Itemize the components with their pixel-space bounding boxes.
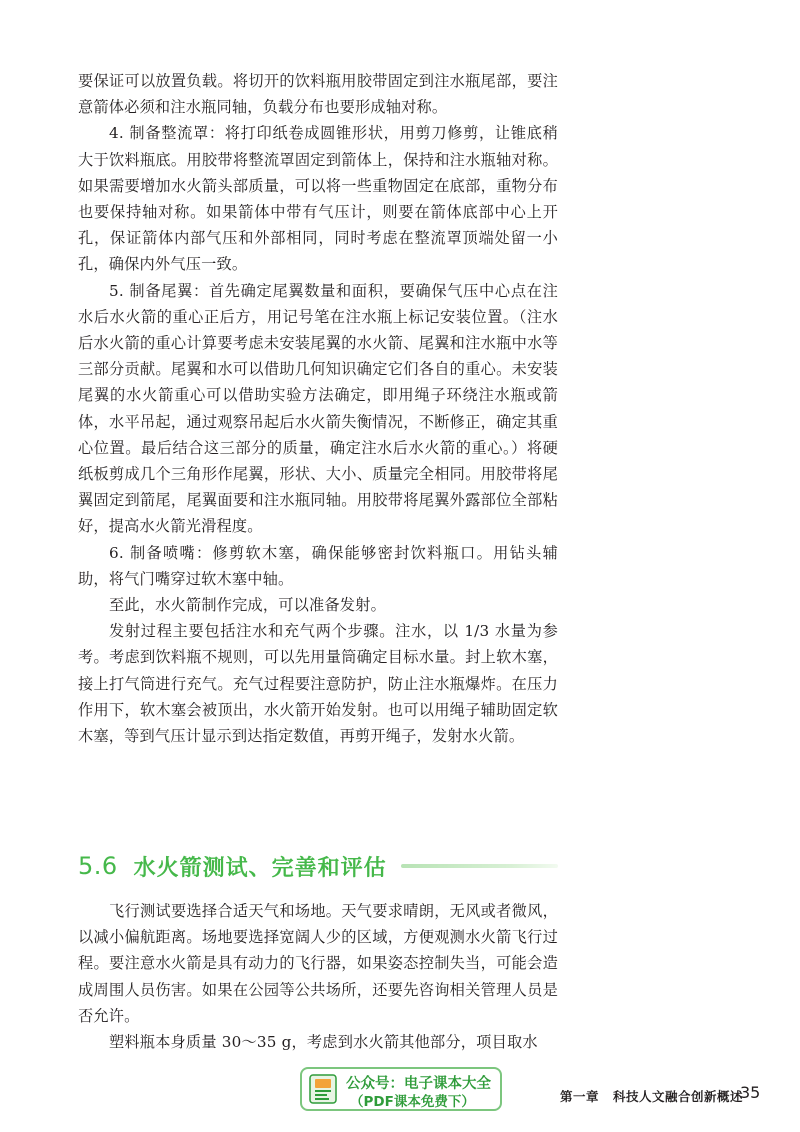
body-text-bottom: [78, 898, 558, 1055]
watermark-line-1: 公众号：电子课本大全: [346, 1076, 491, 1092]
paragraph-bottle-mass: 塑料瓶本身质量 30～35 g，考虑到水火箭其他部分，项目取水: [109, 1033, 538, 1052]
footer-chapter: [560, 1087, 743, 1105]
paragraph-flight-test: 飞行测试要选择合适天气和场地。天气要求晴朗，无风或者微风，以减小偏航距离。场地要选择宽阔人少的区域，方便观测水火箭飞行过程。要注意水火箭是具有动力的飞行器，如果姿态控制失当，可能会造成周围人员伤害。如果在公园等公共场所，还要先咨询相关管理人员是否允许。: [78, 902, 558, 1025]
paragraph-launch: 发射过程主要包括注水和充气两个步骤。注水，以 1/3 水量为参考。考虑到饮料瓶不规则，可以先用量筒确定目标水量。封上软木塞，接上打气筒进行充气。充气过程要注意防护，防止注水瓶爆炸。在压力作用下，软木塞会被顶出，水火箭开始发射。也可以用绳子辅助固定软木塞，等到气压计显示到达指定数值，再剪开绳子，发射水火箭。: [78, 622, 558, 746]
watermark-line-2: （PDF课本免费下）: [350, 1094, 475, 1110]
section-divider: [401, 864, 558, 868]
section-title: 水火箭测试、完善和评估: [133, 855, 387, 881]
paragraph-step-6: 6. 制备喷嘴：修剪软木塞，确保能够密封饮料瓶口。用钻头辅助，将气门嘴穿过软木塞中轴。: [78, 543, 558, 588]
section-heading: [78, 846, 558, 886]
section-number: 5.6: [78, 852, 118, 880]
footer-chapter-title: 科技人文融合创新概述: [613, 1089, 744, 1104]
book-logo-icon: [308, 1073, 338, 1105]
footer-chapter-number: 第一章: [560, 1089, 600, 1104]
paragraph-step-5: 5. 制备尾翼：首先确定尾翼数量和面积，要确保气压中心点在注水后水火箭的重心正后方，用记号笔在注水瓶上标记安装位置。（注水后水火箭的重心计算要考虑未安装尾翼的水火箭、尾翼和注水瓶中水等三部分贡献。尾翼和水可以借助几何知识确定它们各自的重心。未安装尾翼的水火箭重心可以借助实验方法确定，即用绳子环绕注水瓶或箭体，水平吊起，通过观察吊起后水火箭失衡情况，不断修正，确定其重心位置。最后结合这三部分的质量，确定注水后水火箭的重心。）将硬纸板剪成几个三角形作尾翼，形状、大小、质量完全相同。用胶带将尾翼固定到箭尾，尾翼面要和注水瓶同轴。用胶带将尾翼外露部位全部粘好，提高水火箭光滑程度。: [78, 281, 558, 536]
body-text-top: [78, 68, 558, 749]
paragraph-1: 要保证可以放置负载。将切开的饮料瓶用胶带固定到注水瓶尾部，要注意箭体必须和注水瓶同轴，负载分布也要形成轴对称。: [78, 72, 558, 117]
paragraph-step-4: 4. 制备整流罩：将打印纸卷成圆锥形状，用剪刀修剪，让锥底稍大于饮料瓶底。用胶带将整流罩固定到箭体上，保持和注水瓶轴对称。如果需要增加水火箭头部质量，可以将一些重物固定在底部，重物分布也要保持轴对称。如果箭体中带有气压计，则要在箭体底部中心上开孔，保证箭体内部气压和外部相同，同时考虑在整流罩顶端处留一小孔，确保内外气压一致。: [78, 124, 558, 274]
paragraph-completion: 至此，水火箭制作完成，可以准备发射。: [109, 596, 386, 615]
watermark-badge: [300, 1067, 502, 1111]
page-number: 35: [740, 1083, 761, 1102]
